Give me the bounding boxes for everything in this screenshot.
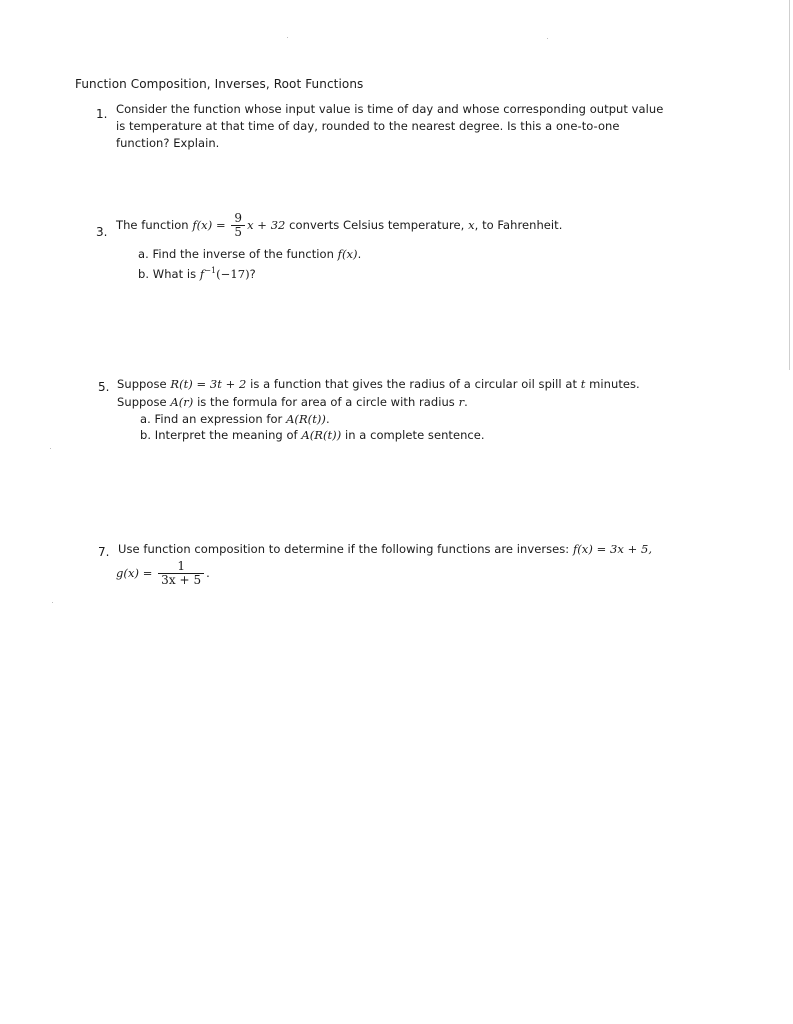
q5-number: 5. [98,380,110,394]
q5-part-b: b. Interpret the meaning of A(R(t)) in a complete sentence. [140,428,485,442]
worksheet-title: Function Composition, Inverses, Root Functions [75,77,364,91]
q1-line-3: function? Explain. [116,136,220,150]
scan-speck [52,602,53,603]
q3-number: 3. [96,225,108,239]
q5-part-a: a. Find an expression for A(R(t)). [140,412,330,426]
scan-speck [547,38,548,39]
scan-edge-line [789,0,790,370]
q3-f-of-x: f(x) = [192,218,226,232]
scan-speck [287,37,288,38]
q7-number: 7. [98,545,110,559]
q1-number: 1. [96,107,108,121]
q7-statement: Use function composition to determine if the following functions are inverses: f(x) = 3x + 5, [118,542,653,556]
q5-line-1: Suppose R(t) = 3t + 2 is a function that gives the radius of a circular oil spill at t minutes. [117,377,640,391]
q3-part-b: b. What is $f^{-1}(-17)$? [138,266,256,281]
scan-speck [50,448,51,449]
q3-part-a: a. Find the inverse of the function f(x). [138,247,362,261]
q1-line-2: is temperature at that time of day, rounded to the nearest degree. Is this a one-to-one [116,119,620,133]
q5-line-2: Suppose A(r) is the formula for area of a circle with radius r. [117,395,468,409]
q3-fraction: $\frac{9}{5}$ [231,212,245,239]
q3-statement: The function f(x) = $\frac{9}{5}$ x + 32 converts Celsius temperature, x, to Fahrenheit. [116,211,563,239]
q7-fraction: $\frac{1}{3x + 5}$ [158,560,204,587]
q1-line-1: Consider the function whose input value is time of day and whose corresponding output value [116,102,664,116]
q7-g-definition: g(x) = $\frac{1}{3x + 5}$ . [116,559,210,587]
